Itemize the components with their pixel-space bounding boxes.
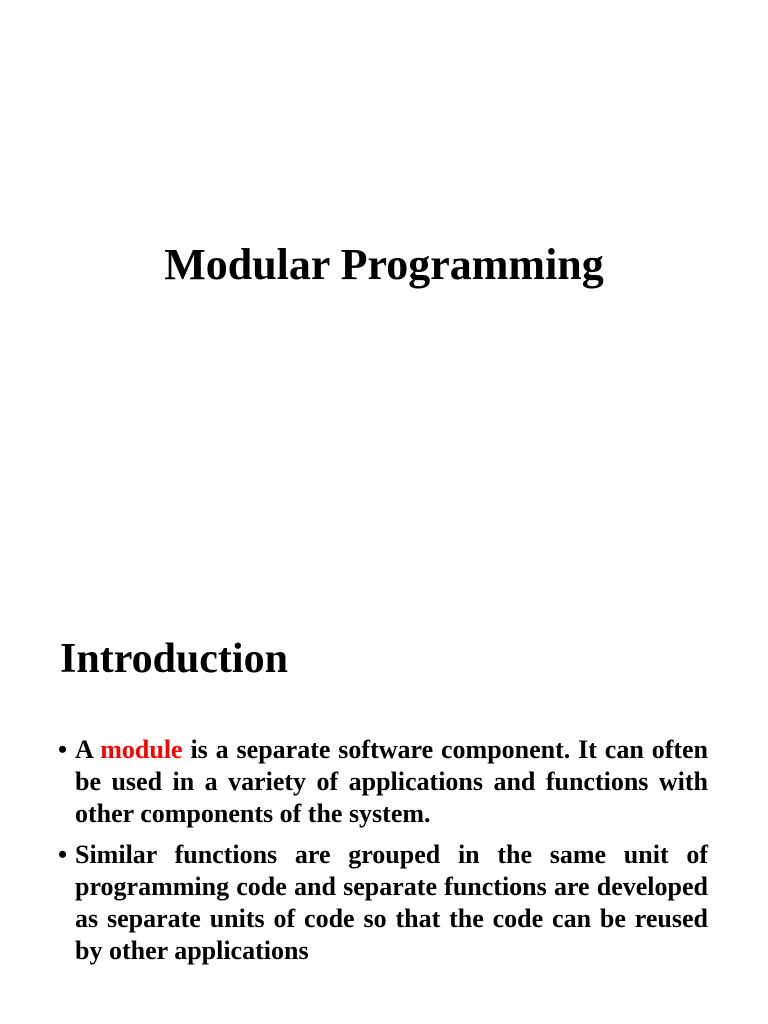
introduction-slide (0, 512, 768, 1024)
highlighted-term: module (100, 735, 183, 764)
bullet-text-rest: is a separate software component. It can often be used in a variety of applications and functions with other components of the system. (75, 735, 709, 828)
bullet-item-grouping (58, 839, 708, 967)
bullet-dot-icon: • (58, 735, 68, 764)
bullet-text: Similar functions are grouped in the same unit of programming code and separate functions are developed as separate units of code so that the code can be reused by other applications (75, 840, 708, 965)
bullet-list (58, 734, 708, 976)
section-heading: Introduction (60, 636, 288, 682)
bullet-text-prefix: A (75, 735, 101, 764)
bullet-item-module-definition (58, 734, 708, 830)
slide-title: Modular Programming (164, 240, 604, 289)
bullet-dot-icon: • (58, 840, 68, 869)
